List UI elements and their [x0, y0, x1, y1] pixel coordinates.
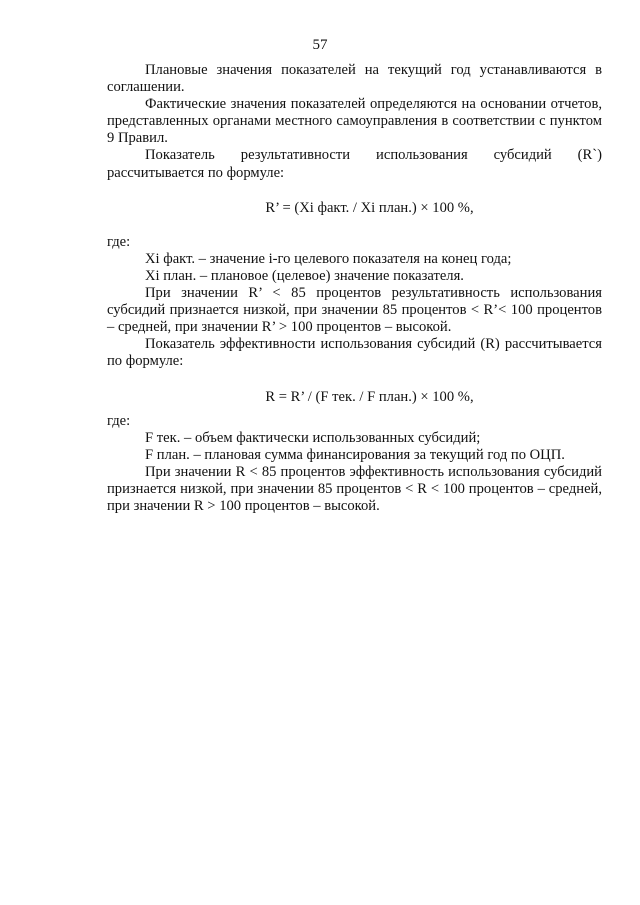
definition-xi-plan: Xi план. – плановое (целевое) значение показателя. — [145, 267, 464, 284]
paragraph-effectiveness-intro: Показатель результативности использования субсидий (R`) рассчитывается по формуле: — [107, 147, 602, 181]
formula-r: R = R’ / (F тек. / F план.) × 100 %, — [265, 388, 474, 405]
definition-xi-fact: Xi факт. – значение i-го целевого показателя на конец года; — [145, 250, 512, 267]
page-number: 57 — [312, 37, 328, 53]
definition-f-plan: F план. – плановая сумма финансирования за текущий год по ОЦП. — [145, 446, 565, 463]
definition-f-tek: F тек. – объем фактически использованных субсидий; — [145, 429, 481, 446]
document-body — [107, 62, 602, 515]
where-label-2: где: — [107, 412, 131, 429]
formula-r-prime: R’ = (Xi факт. / Xi план.) × 100 %, — [265, 199, 474, 216]
paragraph-r-thresholds: При значении R < 85 процентов эффективность использования субсидий признается низкой, при значении 85 процентов < R < 100 процентов – средней, при значении R > 100 процентов – высокой. — [107, 463, 602, 515]
paragraph-actual-values: Фактические значения показателей определяются на основании отчетов, представленных органами местного самоуправления в соответствии с пунктом 9 Правил. — [107, 96, 602, 147]
where-label-1: где: — [107, 233, 131, 250]
paragraph-plan-values: Плановые значения показателей на текущий год устанавливаются в соглашении. — [107, 62, 602, 96]
paragraph-efficiency-intro: Показатель эффективности использования субсидий (R) рассчитывается по формуле: — [107, 336, 602, 370]
paragraph-r-prime-thresholds: При значении R’ < 85 процентов результативность использования субсидий признается низкой, при значении 85 процентов < R’< 100 процентов – средней, при значении R’ > 100 процентов – высокой. — [107, 285, 602, 336]
